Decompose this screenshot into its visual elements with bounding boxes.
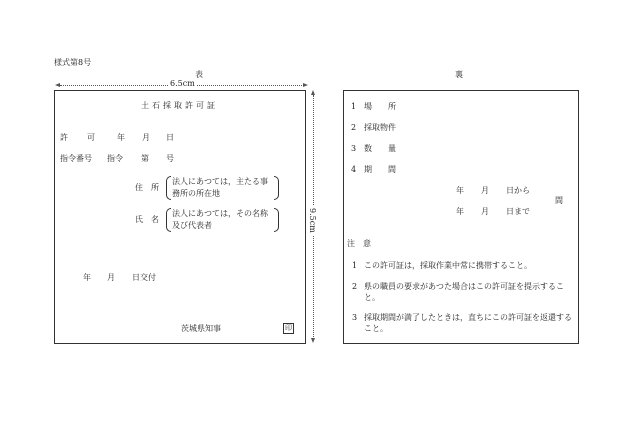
note-3-num: 3	[352, 313, 358, 322]
note-1-num: 1	[352, 261, 358, 270]
period-to-month: 月	[481, 207, 489, 216]
arrow-right-icon	[303, 83, 308, 87]
note-1-text: この許可証は，採取作業中常に携帯すること。	[364, 261, 532, 270]
name-brace-right	[274, 208, 279, 232]
permit-day: 日	[166, 133, 174, 142]
period-from-day: 日から	[506, 186, 530, 195]
item-2-num: 2	[351, 123, 357, 132]
item-3-label: 数 量	[364, 144, 396, 153]
command-no-prefix: 第	[141, 154, 149, 163]
arrow-down-icon	[311, 338, 315, 343]
issuer: 茨城県知事	[181, 324, 221, 333]
address-note-line-1: 法人にあつては，主たる事	[172, 177, 268, 186]
form-number: 様式第8号	[54, 58, 92, 67]
arrow-left-icon	[55, 83, 60, 87]
item-2-label: 採取物件	[364, 123, 396, 132]
item-1-num: 1	[351, 102, 357, 111]
item-4-num: 4	[351, 165, 357, 174]
front-height-label: 9.5cm	[308, 208, 317, 233]
front-title: 土石採取許可証	[141, 101, 218, 110]
name-note-line-1: 法人にあつては，その名称	[172, 209, 268, 218]
command-no-suffix: 号	[166, 154, 174, 163]
permit-label-2: 可	[87, 133, 95, 142]
front-width-label: 6.5cm	[170, 79, 195, 88]
period-to-day: 日まで	[506, 207, 530, 216]
issue-year: 年	[83, 273, 91, 282]
seal-char: 印	[285, 324, 292, 332]
issue-day: 日交付	[132, 273, 156, 282]
permit-year: 年	[117, 133, 125, 142]
address-label: 住 所	[135, 183, 159, 192]
period-to-year: 年	[456, 207, 464, 216]
address-brace-right	[274, 176, 279, 200]
notes-title: 注 意	[347, 239, 371, 248]
issue-month: 月	[107, 273, 115, 282]
arrow-up-icon	[311, 90, 315, 95]
command-number-label: 指令番号	[60, 154, 92, 163]
name-note-line-2: 及び代表者	[172, 221, 212, 230]
period-from-year: 年	[456, 186, 464, 195]
front-label: 表	[195, 70, 203, 79]
item-3-num: 3	[351, 144, 357, 153]
address-brace-left	[166, 176, 171, 200]
back-label: 裏	[455, 70, 463, 79]
name-label: 氏 名	[135, 215, 159, 224]
period-from-month: 月	[481, 186, 489, 195]
item-1-label: 場 所	[364, 102, 396, 111]
note-2-num: 2	[352, 282, 358, 291]
note-3-text: 採取期間が満了したときは，直ちにこの許可証を返還すること。	[364, 313, 572, 333]
name-brace-left	[166, 208, 171, 232]
item-4-label: 期 間	[364, 165, 396, 174]
command-label: 指令	[107, 154, 123, 163]
seal-icon	[283, 323, 294, 334]
address-note-line-2: 務所の所在地	[172, 189, 220, 198]
period-suffix: 間	[555, 196, 563, 205]
note-2-text: 県の職員の要求があつた場合はこの許可証を提示すること。	[364, 282, 564, 302]
permit-month: 月	[142, 133, 150, 142]
permit-label: 許	[60, 133, 68, 142]
